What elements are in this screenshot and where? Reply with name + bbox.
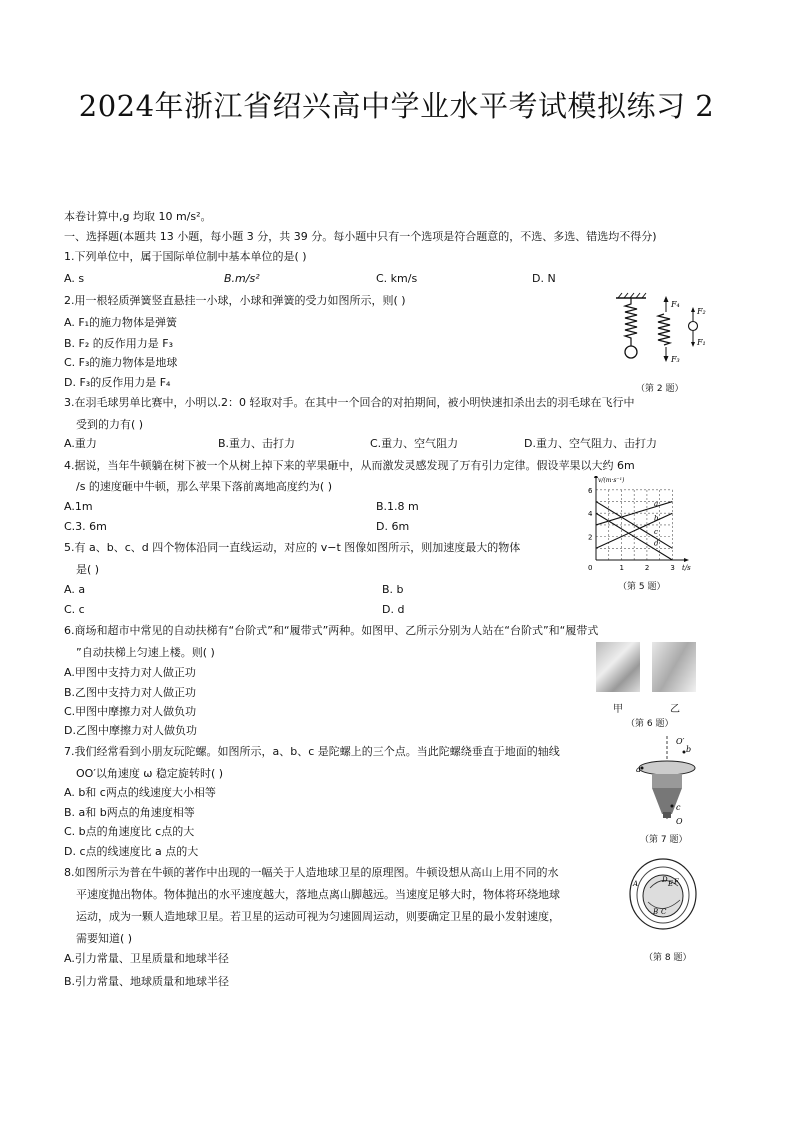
q2-stem: 2.用一根轻质弹簧竖直悬挂一小球，小球和弹簧的受力如图所示，则( ) xyxy=(64,294,406,307)
q7-top-figure xyxy=(634,734,700,832)
q6-option-c: C.甲图中摩擦力对人做负功 xyxy=(64,705,197,718)
svg-text:c: c xyxy=(676,803,681,812)
q2-option-b: B. F₂ 的反作用力是 F₃ xyxy=(64,337,174,350)
series-label-d: d xyxy=(654,539,659,548)
q2-label-f2: F₂ xyxy=(697,307,706,316)
svg-text:a: a xyxy=(636,765,641,774)
q8-caption: （第 8 题） xyxy=(644,953,692,963)
q5-option-c: C. c xyxy=(64,603,85,616)
svg-text:O′: O′ xyxy=(676,737,685,746)
svg-text:O: O xyxy=(676,817,683,826)
svg-text:b: b xyxy=(686,745,692,754)
section-heading: 一、选择题(本题共 13 小题，每小题 3 分，共 39 分。每小题中只有一个选项是符合题意的，不选、多选、错选均不得分) xyxy=(64,230,657,243)
q5-option-b: B. b xyxy=(382,583,404,596)
q6-caption: （第 6 题） xyxy=(626,719,674,729)
x-tick-label: 2 xyxy=(644,564,650,572)
q3-option-c: C.重力、空气阻力 xyxy=(370,437,459,450)
q6-photo-yi xyxy=(652,642,696,692)
q2-caption: （第 2 题） xyxy=(636,384,684,394)
q2-option-c: C. F₃的施力物体是地球 xyxy=(64,356,178,369)
q3-stem-2: 受到的力有( ) xyxy=(76,418,144,431)
y-tick-label: 2 xyxy=(588,533,593,542)
q2-label-f4: F₄ xyxy=(671,300,680,309)
q3-option-a: A.重力 xyxy=(64,437,97,450)
q6-stem-1: 6.商场和超市中常见的自动扶梯有“台阶式”和“履带式”两种。如图甲、乙所示分别为人站在“台阶式”和“履带式 xyxy=(64,624,599,637)
q6-option-a: A.甲图中支持力对人做正功 xyxy=(64,666,196,679)
q8-stem-4: 需要知道( ) xyxy=(76,932,133,945)
page-title: 2024年浙江省绍兴高中学业水平考试模拟练习 2 xyxy=(78,89,715,123)
svg-text:C: C xyxy=(661,908,667,916)
q5-caption: （第 5 题） xyxy=(618,582,666,592)
x-tick-label: 1 xyxy=(619,564,624,572)
q5-vt-chart xyxy=(582,476,694,576)
q5-option-d: D. d xyxy=(382,603,405,616)
q5-option-a: A. a xyxy=(64,583,86,596)
svg-text:F: F xyxy=(674,878,679,886)
q5-stem-1: 5.有 a、b、c、d 四个物体沿同一直线运动，对应的 v−t 图像如图所示，则加速度最大的物体 xyxy=(64,541,521,554)
q7-option-d: D. c点的线速度比 a 点的大 xyxy=(64,845,199,858)
q1-option-a: A. s xyxy=(64,272,85,285)
q6-option-b: B.乙图中支持力对人做正功 xyxy=(64,686,197,699)
q7-option-c: C. b点的角速度比 c点的大 xyxy=(64,825,195,838)
series-label-c: c xyxy=(654,527,658,536)
x-tick-label: 0 xyxy=(588,564,593,572)
q2-option-d: D. F₃的反作用力是 F₄ xyxy=(64,376,171,389)
q4-option-b: B.1.8 m xyxy=(376,500,419,513)
q4-option-c: C.3. 6m xyxy=(64,520,107,533)
q8-earth-figure xyxy=(628,856,698,946)
q8-stem-1: 8.如图所示为普在牛顿的著作中出现的一幅关于人造地球卫星的原理图。牛顿设想从高山上用不同的水 xyxy=(64,866,559,879)
q6-label-jia: 甲 xyxy=(613,704,623,715)
x-axis-arrow xyxy=(684,558,689,562)
svg-text:A: A xyxy=(633,880,639,888)
svg-text:D: D xyxy=(662,876,668,884)
x-tick-label: 3 xyxy=(670,564,675,572)
q2-option-a: A. F₁的施力物体是弹簧 xyxy=(64,316,178,329)
q2-spring-figure xyxy=(612,292,712,384)
svg-text:E: E xyxy=(668,880,674,888)
q1-option-d: D. N xyxy=(532,272,556,285)
q3-option-b: B.重力、击打力 xyxy=(218,437,296,450)
q7-caption: （第 7 题） xyxy=(640,835,688,845)
q3-option-d: D.重力、空气阻力、击打力 xyxy=(524,437,657,450)
q2-label-f1: F₁ xyxy=(697,338,706,347)
q4-stem-1: 4.据说，当年牛顿躺在树下被一个从树上掉下来的苹果砸中，从而激发灵感发现了万有引力定律。假设苹果以大约 6m xyxy=(64,459,635,472)
series-label-b: b xyxy=(654,514,659,523)
q8-option-a: A.引力常量、卫星质量和地球半径 xyxy=(64,952,229,965)
q1-stem: 1.下列单位中，属于国际单位制中基本单位的是( ) xyxy=(64,250,307,263)
y-axis-label: v/(m·s⁻¹) xyxy=(598,477,625,484)
q7-option-a: A. b和 c两点的线速度大小相等 xyxy=(64,786,216,799)
series-label-a: a xyxy=(654,499,659,508)
q6-stem-2: ”自动扶梯上匀速上楼。则( ) xyxy=(76,646,215,659)
q4-option-a: A.1m xyxy=(64,500,93,513)
q8-option-b: B.引力常量、地球质量和地球半径 xyxy=(64,975,230,988)
y-tick-label: 4 xyxy=(588,510,593,519)
q7-stem-2: OO′以角速度 ω 稳定旋转时( ) xyxy=(76,767,224,780)
q1-option-b: B.m/s² xyxy=(224,272,260,285)
q6-photo-jia xyxy=(596,642,640,692)
x-axis-label: t/s xyxy=(682,564,691,572)
q2-label-f3: F₃ xyxy=(671,355,680,364)
q3-stem-1: 3.在羽毛球男单比赛中，小明以.2：0 轻取对手。在其中一个回合的对拍期间，被小明快速扣杀出去的羽毛球在飞行中 xyxy=(64,396,635,409)
q7-option-b: B. a和 b两点的角速度相等 xyxy=(64,806,195,819)
q4-option-d: D. 6m xyxy=(376,520,410,533)
q4-stem-2: /s 的速度砸中牛顿，那么苹果下落前离地高度约为( ) xyxy=(76,480,333,493)
q8-stem-2: 平速度抛出物体。物体抛出的水平速度越大，落地点离山脚越远。当速度足够大时，物体将环绕地球 xyxy=(76,888,560,901)
q6-label-yi: 乙 xyxy=(670,704,680,715)
y-tick-label: 6 xyxy=(588,486,593,495)
q5-stem-2: 是( ) xyxy=(76,563,100,576)
q1-option-c: C. km/s xyxy=(376,272,418,285)
svg-text:B: B xyxy=(653,908,659,916)
intro-text: 本卷计算中,g 均取 10 m/s²。 xyxy=(64,210,212,223)
q7-stem-1: 7.我们经常看到小朋友玩陀螺。如图所示，a、b、c 是陀螺上的三个点。当此陀螺绕垂直于地面的轴线 xyxy=(64,745,560,758)
q8-stem-3: 运动，成为一颗人造地球卫星。若卫星的运动可视为匀速圆周运动，则要确定卫星的最小发射速度， xyxy=(76,910,560,923)
q6-option-d: D.乙图中摩擦力对人做负功 xyxy=(64,724,197,737)
